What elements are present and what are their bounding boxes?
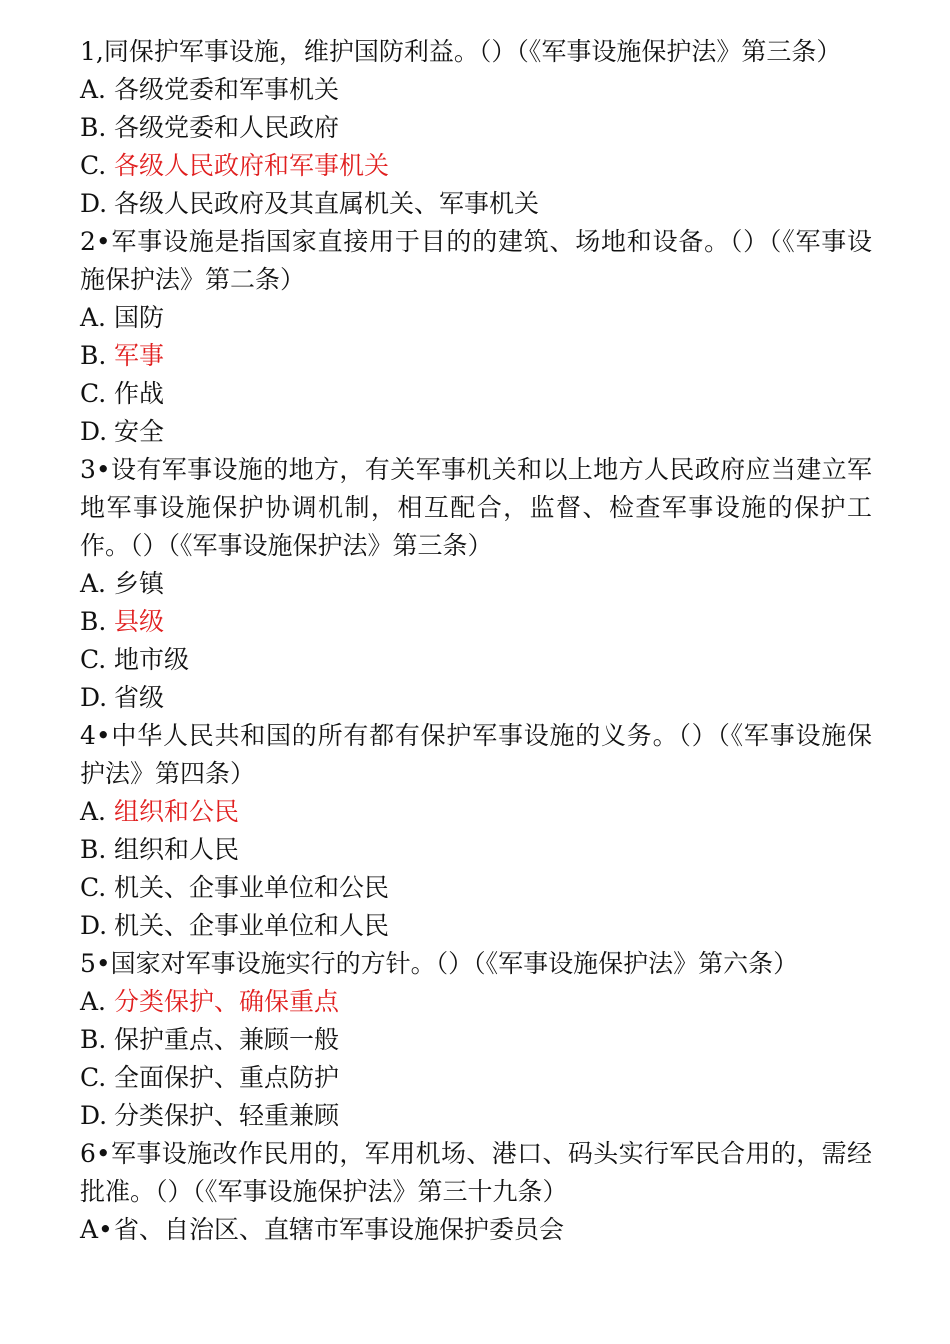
option-text: 省级 xyxy=(114,683,165,712)
option-c xyxy=(80,1059,872,1097)
question-text: 5•国家对军事设施实行的方针。（）（《军事设施保护法》第六条） xyxy=(80,949,799,978)
option-c-answer xyxy=(80,147,872,185)
option-letter: D. xyxy=(80,1101,108,1130)
question-text: 1,同保护军事设施，维护国防利益。（）（《军事设施保护法》第三条） xyxy=(80,37,842,66)
option-letter: B. xyxy=(80,341,107,370)
option-text: 各级人民政府和军事机关 xyxy=(114,151,390,180)
question-text: 2•军事设施是指国家直接用于目的的建筑、场地和设备。（）（《军事设施保护法》第二条） xyxy=(80,227,872,294)
question-1 xyxy=(80,33,872,223)
question-3 xyxy=(80,451,872,717)
option-a-answer xyxy=(80,793,872,831)
option-a xyxy=(80,299,872,337)
option-text: 乡镇 xyxy=(114,569,165,598)
option-letter: C. xyxy=(80,1063,107,1092)
question-text: 3•设有军事设施的地方，有关军事机关和以上地方人民政府应当建立军地军事设施保护协调机制，相互配合，监督、检查军事设施的保护工作。（）（《军事设施保护法》第三条） xyxy=(80,455,872,560)
option-text: 安全 xyxy=(114,417,165,446)
option-a xyxy=(80,565,872,603)
option-b xyxy=(80,1021,872,1059)
option-letter: D. xyxy=(80,417,108,446)
question-4 xyxy=(80,717,872,945)
option-b-answer xyxy=(80,337,872,375)
question-6 xyxy=(80,1135,872,1249)
option-text: 各级人民政府及其直属机关、军事机关 xyxy=(114,189,540,218)
option-a xyxy=(80,71,872,109)
option-letter: C. xyxy=(80,873,107,902)
option-text: 机关、企事业单位和人民 xyxy=(114,911,390,940)
option-d xyxy=(80,907,872,945)
option-c xyxy=(80,869,872,907)
option-letter: D. xyxy=(80,189,108,218)
option-a xyxy=(80,1211,872,1249)
option-letter: C. xyxy=(80,645,107,674)
option-d xyxy=(80,413,872,451)
option-letter: A. xyxy=(80,303,107,332)
option-b xyxy=(80,109,872,147)
option-b xyxy=(80,831,872,869)
option-letter: B. xyxy=(80,607,107,636)
option-text: 组织和公民 xyxy=(114,797,240,826)
question-text: 4•中华人民共和国的所有都有保护军事设施的义务。（）（《军事设施保护法》第四条） xyxy=(80,721,872,788)
option-letter: C. xyxy=(80,151,107,180)
option-letter: D. xyxy=(80,911,108,940)
option-text: 机关、企事业单位和公民 xyxy=(114,873,390,902)
option-text: 各级党委和军事机关 xyxy=(114,75,340,104)
option-text: 军事 xyxy=(114,341,165,370)
option-letter: B. xyxy=(80,1025,107,1054)
option-text: 地市级 xyxy=(114,645,190,674)
option-text: 分类保护、轻重兼顾 xyxy=(114,1101,340,1130)
option-text: 分类保护、确保重点 xyxy=(114,987,340,1016)
option-b-answer xyxy=(80,603,872,641)
option-a-answer xyxy=(80,983,872,1021)
option-letter: A. xyxy=(80,75,107,104)
option-text: 各级党委和人民政府 xyxy=(114,113,340,142)
option-c xyxy=(80,641,872,679)
quiz-document xyxy=(80,33,872,1249)
option-letter: D. xyxy=(80,683,108,712)
option-text: 国防 xyxy=(114,303,165,332)
question-5 xyxy=(80,945,872,1135)
option-letter: B. xyxy=(80,113,107,142)
option-letter: A. xyxy=(80,797,107,826)
option-d xyxy=(80,185,872,223)
option-text: 全面保护、重点防护 xyxy=(114,1063,340,1092)
question-2 xyxy=(80,223,872,451)
option-letter: B. xyxy=(80,835,107,864)
option-text: 组织和人民 xyxy=(114,835,240,864)
option-d xyxy=(80,679,872,717)
question-text: 6•军事设施改作民用的，军用机场、港口、码头实行军民合用的，需经批准。（）（《军事设施保护法》第三十九条） xyxy=(80,1139,872,1206)
option-letter: A• xyxy=(80,1215,113,1244)
option-letter: C. xyxy=(80,379,107,408)
option-text: 保护重点、兼顾一般 xyxy=(114,1025,340,1054)
option-text: 县级 xyxy=(114,607,165,636)
option-c xyxy=(80,375,872,413)
option-text: 省、自治区、直辖市军事设施保护委员会 xyxy=(114,1215,565,1244)
option-d xyxy=(80,1097,872,1135)
option-text: 作战 xyxy=(114,379,165,408)
option-letter: A. xyxy=(80,569,107,598)
option-letter: A. xyxy=(80,987,107,1016)
